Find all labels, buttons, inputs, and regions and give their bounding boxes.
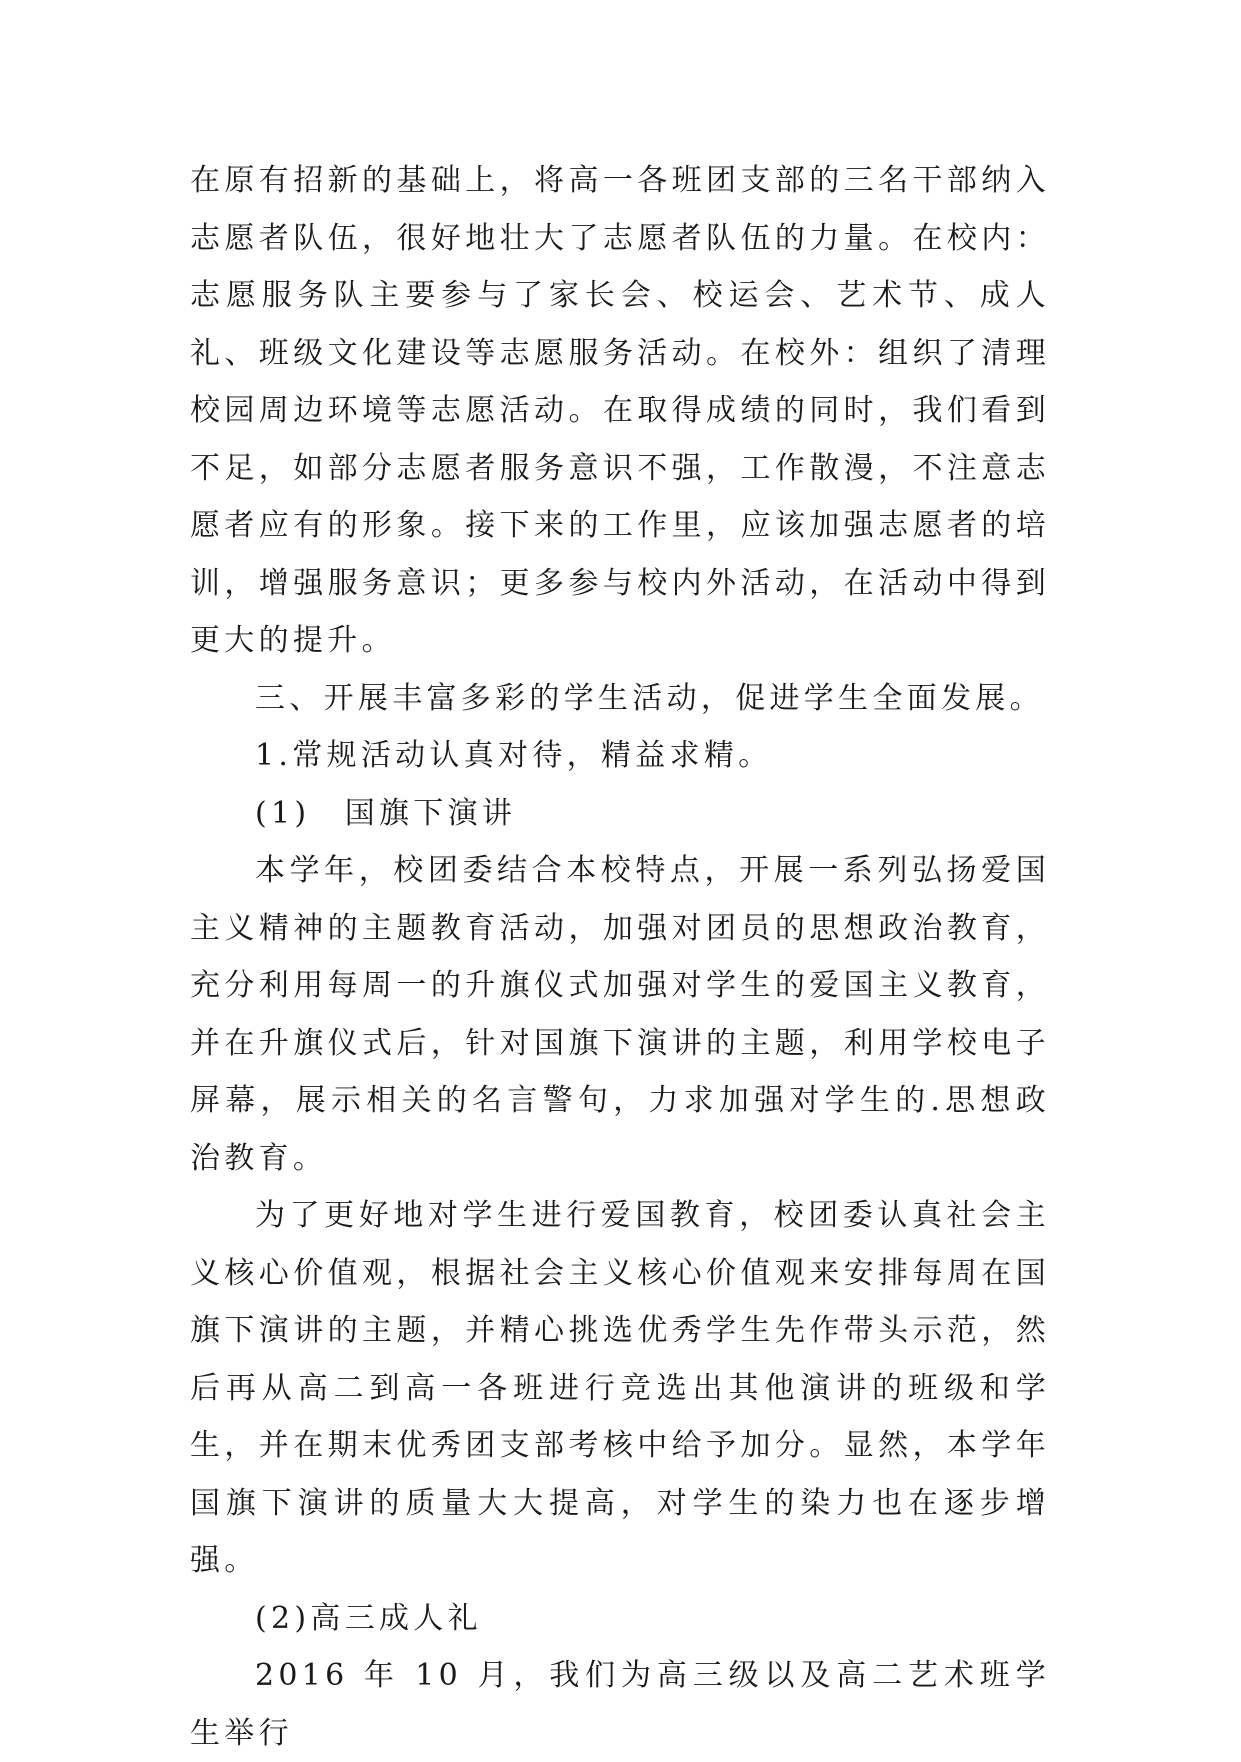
document-body — [190, 152, 1050, 1762]
item-heading-flag-speech: (1) 国旗下演讲 — [255, 795, 517, 831]
section-heading-student-activities: 三、开展丰富多彩的学生活动，促进学生全面发展。 — [255, 680, 1044, 716]
item-heading-coming-of-age: (2)高三成人礼 — [255, 1600, 482, 1636]
subsection-heading-routine-activities: 1.常规活动认真对待，精益求精。 — [255, 738, 773, 773]
paragraph-flag-speech-values: 为了更好地对学生进行爱国教育，校团委认真社会主义核心价值观，根据社会主义核心价值观来安排每周在国旗下演讲的主题，并精心挑选优秀学生先作带头示范，然后再从高二到高一各班进行竞选出其他演讲的班级和学生，并在期末优秀团支部考核中给予加分。显然，本学年国旗下演讲的质量大大提高，对学生的染力也在逐步增强。 — [190, 1198, 1050, 1578]
paragraph-flag-speech-intro: 本学年，校团委结合本校特点，开展一系列弘扬爱国主义精神的主题教育活动，加强对团员的思想政治教育，充分利用每周一的升旗仪式加强对学生的爱国主义教育，并在升旗仪式后，针对国旗下演讲的主题，利用学校电子屏幕，展示相关的名言警句，力求加强对学生的.思想政治教育。 — [190, 853, 1050, 1176]
paragraph-coming-of-age: 2016 年 10 月，我们为高三级以及高二艺术班学生举行 — [190, 1658, 1050, 1751]
paragraph-volunteer-team: 在原有招新的基础上，将高一各班团支部的三名干部纳入志愿者队伍，很好地壮大了志愿者队伍的力量。在校内：志愿服务队主要参与了家长会、校运会、艺术节、成人礼、班级文化建设等志愿服务活动。在校外：组织了清理校园周边环境等志愿活动。在取得成绩的同时，我们看到不足，如部分志愿者服务意识不强，工作散漫，不注意志愿者应有的形象。接下来的工作里，应该加强志愿者的培训，增强服务意识；更多参与校内外活动，在活动中得到更大的提升。 — [190, 163, 1050, 658]
